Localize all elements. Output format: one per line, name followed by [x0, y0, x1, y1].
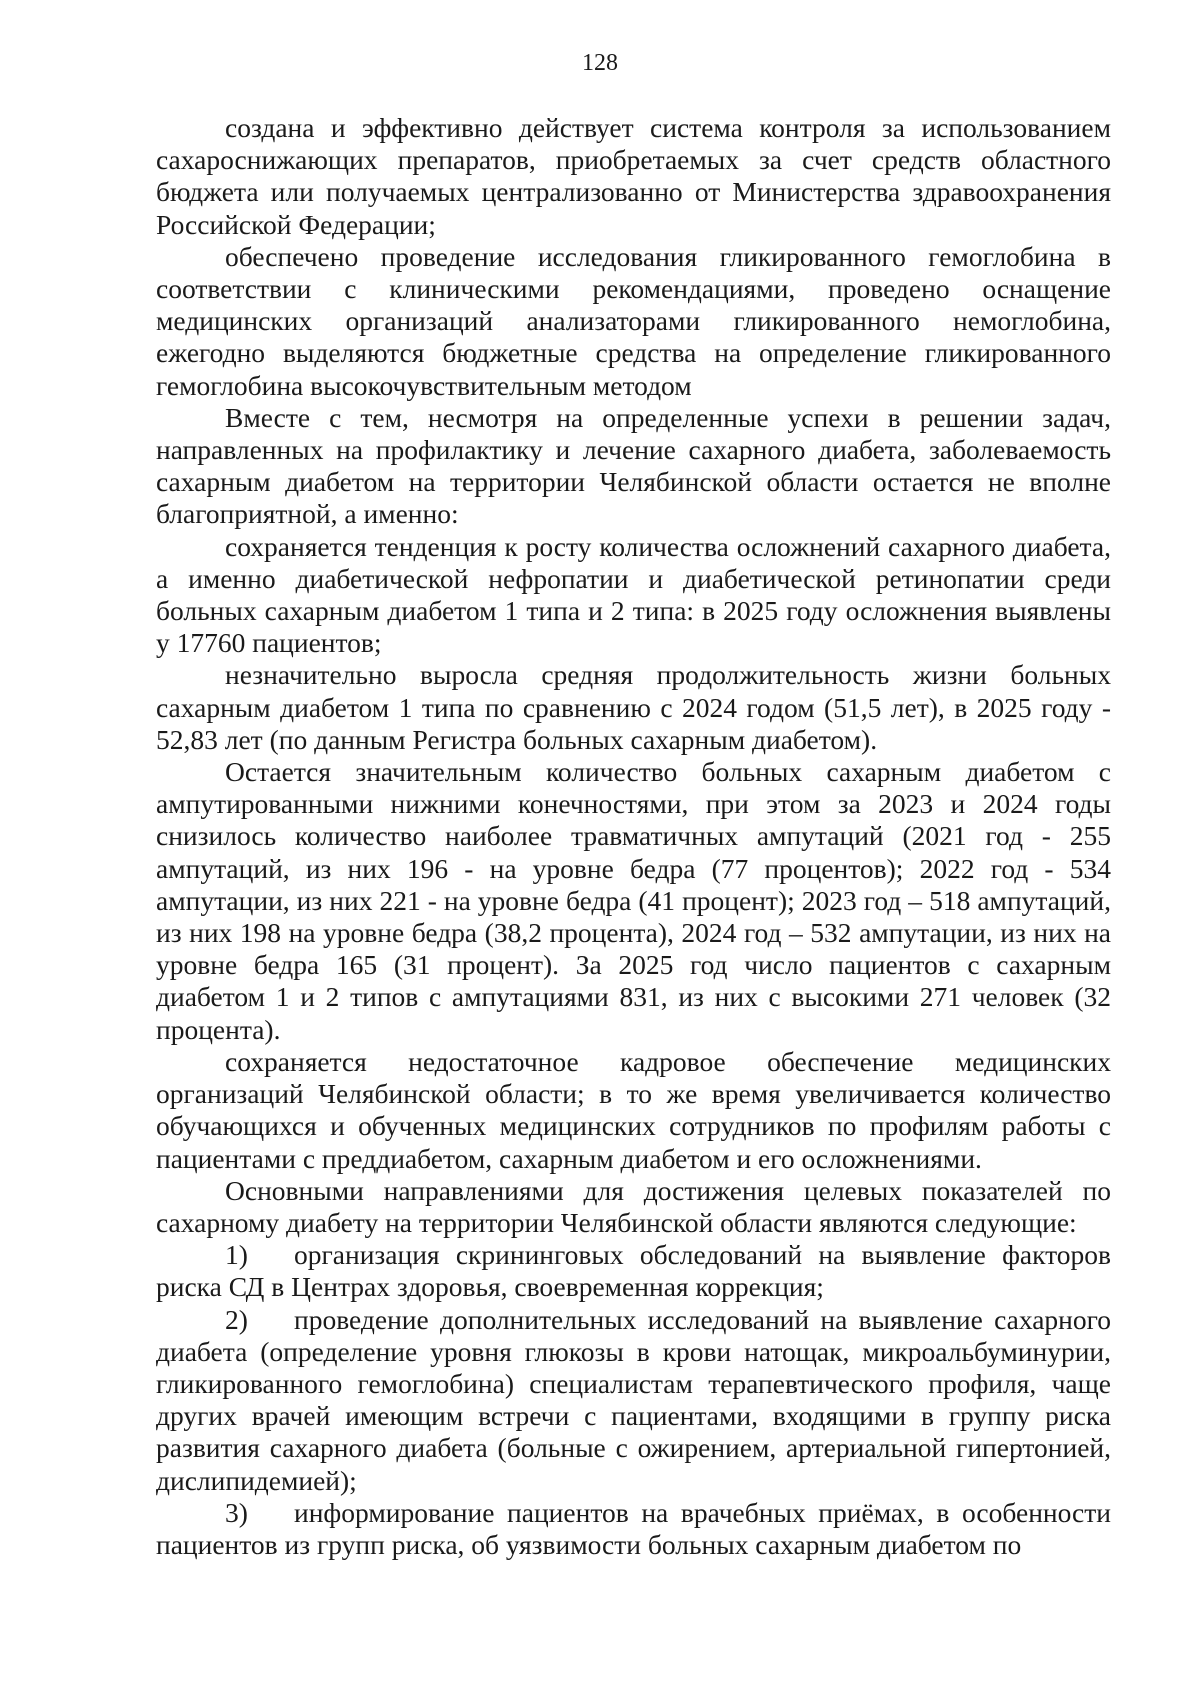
paragraph-complications: сохраняется тенденция к росту количества осложнений сахарного диабета, а именно диабетической нефропатии и диабетической ретинопатии среди больных сахарным диабетом 1 типа и 2 типа: в 2025 году осложнения выявлены у 17760 пациентов;: [156, 530, 1111, 659]
list-item: [156, 1304, 1111, 1497]
paragraph-glucose-control: создана и эффективно действует система контроля за использованием сахароснижающих препаратов, приобретаемых за счет средств областного бюджета или получаемых централизованно от Министерства здравоохранения Российской Федерации;: [156, 112, 1111, 240]
list-item-number: 3): [225, 1496, 248, 1528]
list-item-number: 2): [225, 1303, 248, 1335]
paragraph-main-directions: Основными направлениями для достижения целевых показателей по сахарному диабету на территории Челябинской области являются следующие:: [156, 1174, 1111, 1238]
paragraph-life-expectancy: незначительно выросла средняя продолжительность жизни больных сахарным диабетом 1 типа по сравнению с 2024 годом (51,5 лет), в 2025 году - 52,83 лет (по данным Регистра больных сахарным диабетом).: [156, 659, 1111, 755]
list-item-text: проведение дополнительных исследований на выявление сахарного диабета (определение уровня глюкозы в крови натощак, микроальбуминурии, гликированного гемоглобина) специалистам терапевтического профиля, чаще других врачей имеющим встречи с пациентами, входящими в группу риска развития сахарного диабета (больные с ожирением, артериальной гипертонией, дислипидемией);: [156, 1303, 1111, 1496]
list-item-text: информирование пациентов на врачебных приёмах, в особенности пациентов из групп риска, об уязвимости больных сахарным диабетом по: [156, 1496, 1111, 1560]
document-body: [156, 112, 1111, 1561]
list-item: [156, 1239, 1111, 1303]
list-item: [156, 1497, 1111, 1561]
list-item-text: организация скрининговых обследований на выявление факторов риска СД в Центрах здоровья, своевременная коррекция;: [156, 1239, 1111, 1303]
paragraph-amputations: Остается значительным количество больных сахарным диабетом с ампутированными нижними конечностями, при этом за 2023 и 2024 годы снизилось количество наиболее травматичных ампутаций (2021 год - 255 ампутаций, из них 196 - на уровне бедра (77 процентов); 2022 год - 534 ампутации, из них 221 - на уровне бедра (41 процент); 2023 год – 518 ампутаций, из них 198 на уровне бедра (38,2 процента), 2024 год – 532 ампутации, из них на уровне бедра 165 (31 процент). За 2025 год число пациентов с сахарным диабетом 1 и 2 типов с ампутациями 831, из них с высокими 271 человек (32 процента).: [156, 756, 1111, 1045]
paragraph-hba1c-testing: обеспечено проведение исследования гликированного гемоглобина в соответствии с клиническими рекомендациями, проведено оснащение медицинских организаций анализаторами гликированного немоглобина, ежегодно выделяются бюджетные средства на определение гликированного гемоглобина высокочувствительным методом: [156, 240, 1111, 401]
paragraph-incidence-intro: Вместе с тем, несмотря на определенные успехи в решении задач, направленных на профилактику и лечение сахарного диабета, заболеваемость сахарным диабетом на территории Челябинской области остается не вполне благоприятной, а именно:: [156, 401, 1111, 530]
paragraph-staffing: сохраняется недостаточное кадровое обеспечение медицинских организаций Челябинской области; в то же время увеличивается количество обучающихся и обученных медицинских сотрудников по профилям работы с пациентами с преддиабетом, сахарным диабетом и его осложнениями.: [156, 1045, 1111, 1174]
list-item-number: 1): [225, 1239, 248, 1271]
page-number: 128: [582, 50, 618, 76]
